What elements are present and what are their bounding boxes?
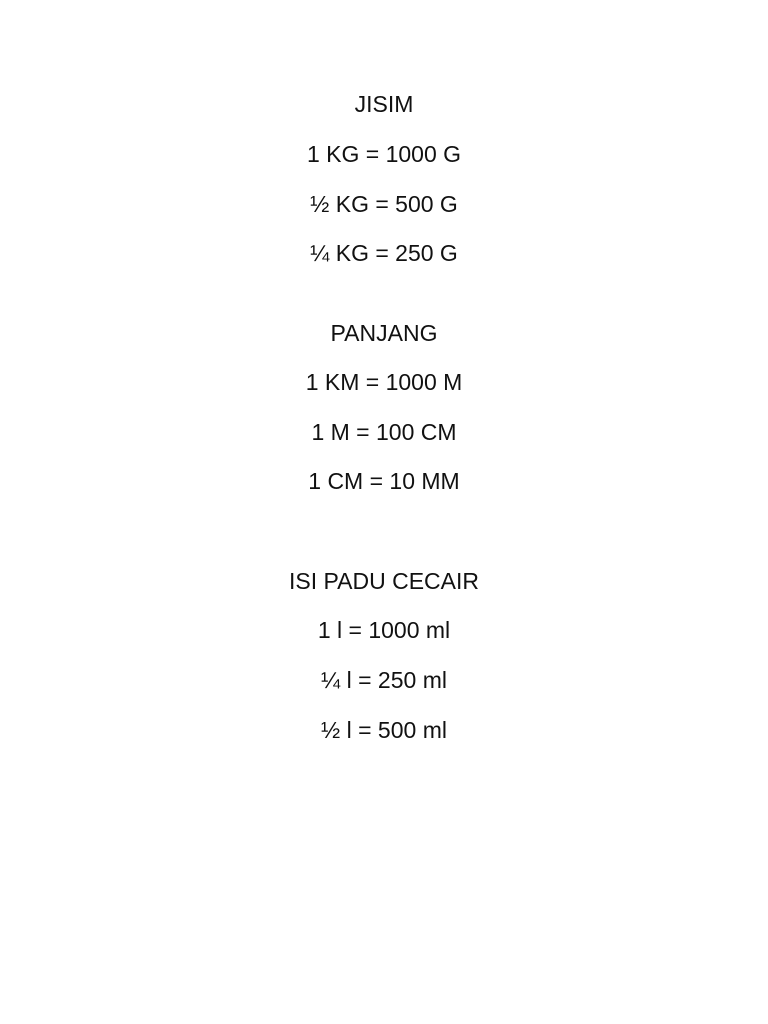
conversion-line: 1 KM = 1000 M bbox=[305, 369, 463, 395]
section-heading-isi-padu-cecair: ISI PADU CECAIR bbox=[289, 568, 479, 594]
section-heading-jisim: JISIM bbox=[354, 91, 414, 117]
conversion-line: 1 M = 100 CM bbox=[311, 419, 457, 445]
conversion-line: 1 KG = 1000 G bbox=[306, 141, 462, 167]
section-heading-panjang: PANJANG bbox=[330, 320, 438, 346]
conversion-line: ¼ KG = 250 G bbox=[310, 240, 458, 266]
conversion-line: ½ l = 500 ml bbox=[321, 717, 447, 743]
conversion-line: ½ KG = 500 G bbox=[310, 191, 458, 217]
conversion-line: ¼ l = 250 ml bbox=[321, 667, 447, 693]
conversion-line: 1 CM = 10 MM bbox=[308, 468, 460, 494]
conversion-line: 1 l = 1000 ml bbox=[317, 617, 451, 643]
